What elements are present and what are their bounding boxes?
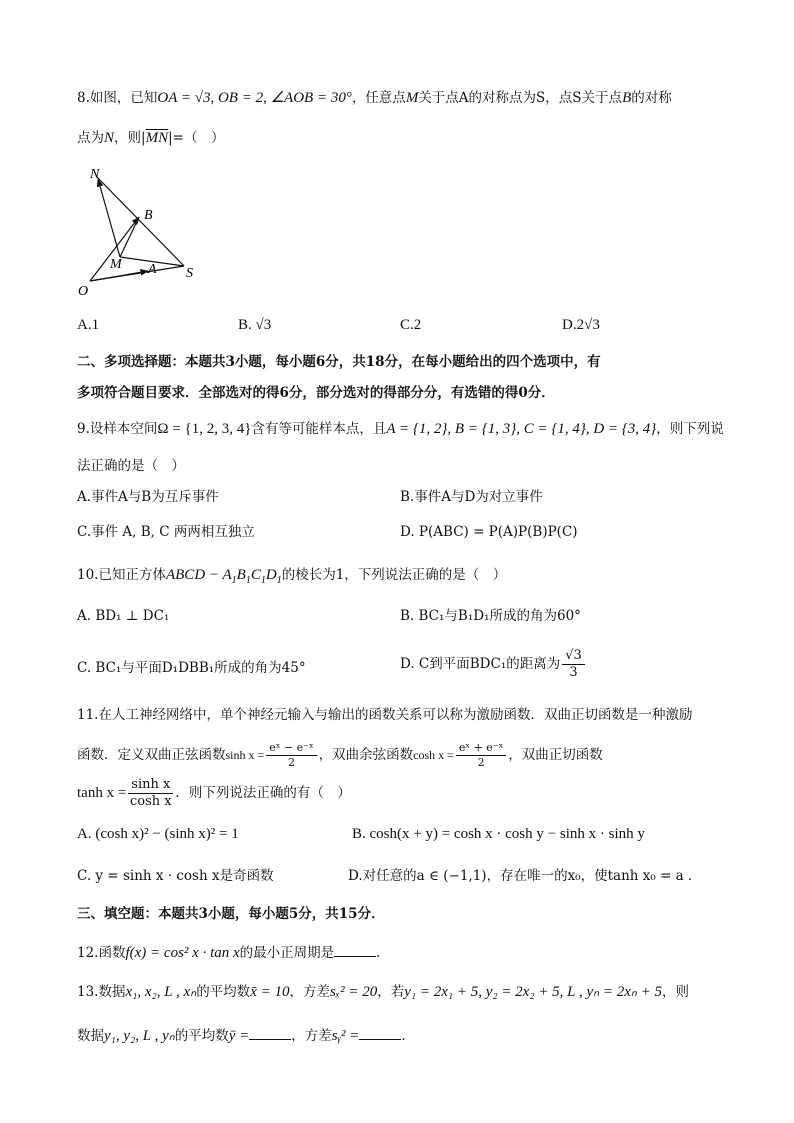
section3-heading: 三、填空题：本题共3小题，每小题5分，共15分． [77, 906, 385, 922]
sinh-fraction [266, 741, 316, 770]
q8-var-b: B [622, 90, 632, 106]
q13-data-y: y₁, y₂, L , yₙ [104, 1028, 175, 1044]
q13-variance-y: sᵧ² = [331, 1028, 360, 1044]
q11-line1: 11.在人工神经网络中，单个神经元输入与输出的函数关系可以称为激励函数．双曲正切函数是一种激励 [77, 707, 693, 723]
q9-text: ，则下列说 [656, 421, 724, 437]
q13-relation: y₁ = 2x₁ + 5, y₂ = 2x₂ + 5, L , yₙ = 2xₙ + 5 [404, 984, 663, 1000]
q9-text: 9.设样本空间 [77, 421, 158, 437]
q10-line1 [77, 565, 506, 591]
q13-text: ． [401, 1028, 415, 1044]
q11-text: ，双曲正切函数 [508, 747, 603, 763]
q8-text: 点为 [77, 130, 104, 146]
segment-m-n [98, 179, 120, 257]
q12-answer-blank[interactable] [334, 942, 376, 957]
q10-option-a[interactable]: A. BD₁ ⊥ DC₁ [77, 608, 170, 624]
fraction-numerator: eˣ − e⁻ˣ [266, 741, 316, 756]
q12-text: 12.函数 [77, 945, 126, 961]
q10-cube-name: ABCD − $A_1B_1C_1D_1$ [165, 567, 282, 586]
q13-text: 13.数据 [77, 984, 126, 1000]
q13-variance-blank[interactable] [359, 1025, 401, 1040]
q8-option-d[interactable]: D.2√3 [562, 317, 600, 333]
sinh-definition: sinh x = [225, 748, 265, 762]
q13-text: 数据 [77, 1028, 104, 1044]
label-a: A [148, 262, 157, 277]
q8-text: ，则| [114, 130, 146, 146]
q11-option-d[interactable]: D.对任意的a ∈ (−1,1)，存在唯一的x₀，使tanh x₀ = a ． [348, 868, 702, 884]
q8-condition: OA = √3, OB = 2, ∠AOB = 30° [157, 90, 352, 106]
q11-option-c[interactable]: C. y = sinh x · cosh x是奇函数 [77, 868, 274, 884]
segment-o-a [90, 271, 148, 281]
q8-text: ，任意点 [351, 90, 406, 106]
q13-mean-y: ȳ = [228, 1028, 250, 1044]
q13-line2 [77, 1025, 415, 1046]
q11-option-a[interactable]: A. (cosh x)² − (sinh x)² = 1 [77, 826, 239, 842]
q8-text: 的对称 [631, 90, 672, 106]
q11-text: ，双曲余弦函数 [318, 747, 414, 763]
fraction-denominator: 2 [287, 756, 295, 769]
q13-text: ，若 [377, 984, 405, 1000]
q10-text: 10.已知正方体 [77, 567, 166, 583]
q9-line1 [77, 419, 724, 439]
q8-vector-mn: $\overline{MN}$ [145, 130, 169, 146]
q13-text: ，方差 [291, 1028, 332, 1044]
q8-line1 [77, 88, 672, 108]
cosh-definition: cosh x = [413, 748, 454, 762]
q8-var-n: N [104, 130, 115, 146]
q9-option-a[interactable]: A.事件A与B为互斥事件 [77, 489, 219, 505]
q8-text: |=（ ） [168, 130, 225, 146]
q8-option-b[interactable]: B. √3 [238, 317, 272, 333]
q9-line2: 法正确的是（ ） [77, 458, 185, 474]
q8-text: 如图，已知 [89, 90, 158, 106]
label-b: B [144, 208, 153, 223]
q10-option-d[interactable] [400, 648, 587, 681]
section2-heading-line1: 二、多项选择题：本题共3小题，每小题6分，共18分，在每小题给出的四个选项中，有 [77, 354, 601, 370]
q11-line2 [77, 738, 603, 772]
q13-mean-x: x̄ = 10 [250, 984, 290, 1000]
q13-text: ，则 [662, 984, 690, 1000]
fraction-denominator: cosh x [130, 794, 172, 809]
q10-option-d-text: D. C到平面BDC₁的距离为 [400, 656, 561, 672]
q13-text: ，方差 [289, 984, 330, 1000]
q9-option-b[interactable]: B.事件A与D为对立事件 [400, 489, 543, 505]
q9-events: A = {1, 2}, B = {1, 3}, C = {1, 4}, D = {3, 4} [386, 421, 657, 437]
q11-option-b[interactable]: B. cosh(x + y) = cosh x · cosh y − sinh x · sinh y [352, 826, 645, 842]
q13-text: 的平均数 [174, 1028, 229, 1044]
q12-expression: f(x) = cos² x · tan x [125, 945, 240, 961]
q13-mean-blank[interactable] [249, 1025, 291, 1040]
q13-variance-x: sₓ² = 20 [329, 984, 378, 1000]
label-o: O [78, 284, 89, 299]
label-n: N [90, 167, 100, 182]
q9-sample-space: Ω = {1, 2, 3, 4} [157, 421, 252, 437]
fraction-denominator: 3 [569, 665, 578, 680]
label-s: S [186, 266, 193, 281]
q10-text: 的棱长为1，下列说法正确的是（ ） [281, 567, 507, 583]
q8-text: 关于点A的对称点为S，点S关于点 [418, 90, 623, 106]
q8-figure [72, 162, 212, 302]
fraction-numerator: eˣ + e⁻ˣ [456, 741, 506, 756]
q9-text: 含有等可能样本点，且 [251, 421, 387, 437]
q8-option-a[interactable]: A.1 [77, 317, 100, 333]
q13-text: 的平均数 [196, 984, 251, 1000]
fraction-numerator: √3 [562, 648, 585, 665]
q8-var-m: M [405, 90, 419, 106]
q8-number: 8. [77, 90, 90, 106]
q12-line [77, 942, 390, 963]
q12-text: ． [376, 945, 390, 961]
q8-option-c[interactable]: C.2 [400, 317, 422, 333]
cosh-fraction [456, 741, 506, 770]
fraction-numerator: sinh x [128, 777, 173, 794]
fraction-denominator: 2 [477, 756, 485, 769]
q13-data-x: x₁, x₂, L , xₙ [125, 984, 197, 1000]
q12-text: 的最小正周期是 [239, 945, 335, 961]
q9-option-d[interactable]: D. P(ABC) = P(A)P(B)P(C) [400, 524, 578, 540]
segment-m-b [120, 217, 139, 257]
q8-line2 [77, 128, 224, 148]
q11-text: 函数．定义双曲正弦函数 [77, 747, 226, 763]
tanh-fraction [128, 777, 173, 810]
q9-option-c[interactable]: C.事件 A, B, C 两两相互独立 [77, 524, 255, 540]
q10-option-d-fraction [562, 648, 585, 681]
q13-line1 [77, 982, 689, 1002]
q10-option-b[interactable]: B. BC₁与B₁D₁所成的角为60° [400, 608, 581, 624]
q10-option-c[interactable]: C. BC₁与平面D₁DBB₁所成的角为45° [77, 660, 306, 676]
section2-heading-line2: 多项符合题目要求．全部选对的得6分，部分选对的得部分分，有选错的得0分． [77, 385, 555, 401]
q11-text: ．则下列说法正确的有（ ） [175, 785, 351, 801]
q11-line3 [77, 775, 351, 811]
label-m: M [110, 257, 122, 272]
tanh-definition: tanh x = [77, 785, 127, 801]
